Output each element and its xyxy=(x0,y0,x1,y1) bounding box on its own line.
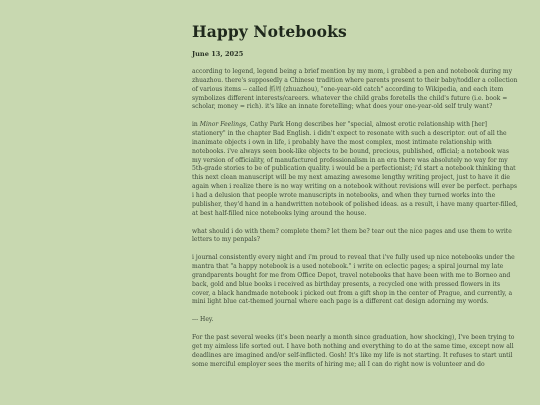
paragraph: For the past several weeks (it's been nearly a month since graduation, how shocking), I've been trying to get my aimless life sorted out. I have both nothing and everything to do at the same time, except now all deadlines are imagined and/or self-inflicted. Gosh! It's like my life is not starting. It refuses to start until some merciful employer sees the merits of hiring me; all I can do right now is volunteer and do xyxy=(192,334,515,368)
book-title: Minor Feelings xyxy=(199,121,246,129)
post-date: June 13, 2025 xyxy=(192,50,244,58)
paragraph xyxy=(192,121,518,218)
text-run: , Cathy Park Hong describes her "special, almost erotic relationship with [her] stationery" in the chapter Bad English. i didn't expect to resonate with such a descriptor. out of all the inanimate objects i own in life, i probably have the most complex, most intimate relationship with notebooks. i've always seen book-like objects to be bound, precious, published, official; a notebook was my version of officiality, of manufactured professionalism in an era there was absolutely no way for my 5th-grade stories to be of publication quality. i would be a perfectionist; i'd start a notebook thinking that this next clean manuscript will be my next amazing awesome lengthy writing project, just to have it die again when i realize there is no way writing on a notebook without revisions will ever be perfect. perhaps i had a delusion that people wrote manuscripts in notebooks, and when they turned works into the publisher, they'd hand in a handwritten notebook of polished ideas. as a result, i have many quarter-filled, at best half-filled nice notebooks lying around the house. xyxy=(192,121,518,217)
paragraph: according to legend, legend being a brief mention by my mom, i grabbed a pen and notebook during my zhuazhou. there's supposedly a Chinese tradition where parents present to their baby/toddler a collection of various items -- called 抓周 (zhuazhou), "one-year-old catch" according to Wikipedia, and each item symbolizes different interests/careers. whatever the child grabs foretells the child's future (i.e. book = scholar, money = rich). it's like an innate foretelling; what does your one-year-old self truly want? xyxy=(192,68,518,111)
text-run: in xyxy=(192,121,200,129)
paragraph: --- Hey. xyxy=(192,316,214,324)
paragraph: i journal consistently every night and i'm proud to reveal that i've fully used up nice notebooks under the mantra that "a happy notebook is a used notebook." i write on eclectic pages; a spiral journal my late grandparents bought for me from Office Depot, travel notebooks that have been with me to Borneo and back, gold and blue books i received as birthday presents, a recycled one with pressed flowers in its cover, a black handmade notebook i picked out from a gift shop in the center of Prague, and currently, a mini light blue cat-themed journal where each page is a different cat design adorning my words. xyxy=(192,254,515,306)
post-title: Happy Notebooks xyxy=(192,22,347,41)
post-body xyxy=(192,68,518,378)
paragraph: what should i do with them? complete them? let them be? tear out the nice pages and use them to write letters to my penpals? xyxy=(192,227,512,244)
